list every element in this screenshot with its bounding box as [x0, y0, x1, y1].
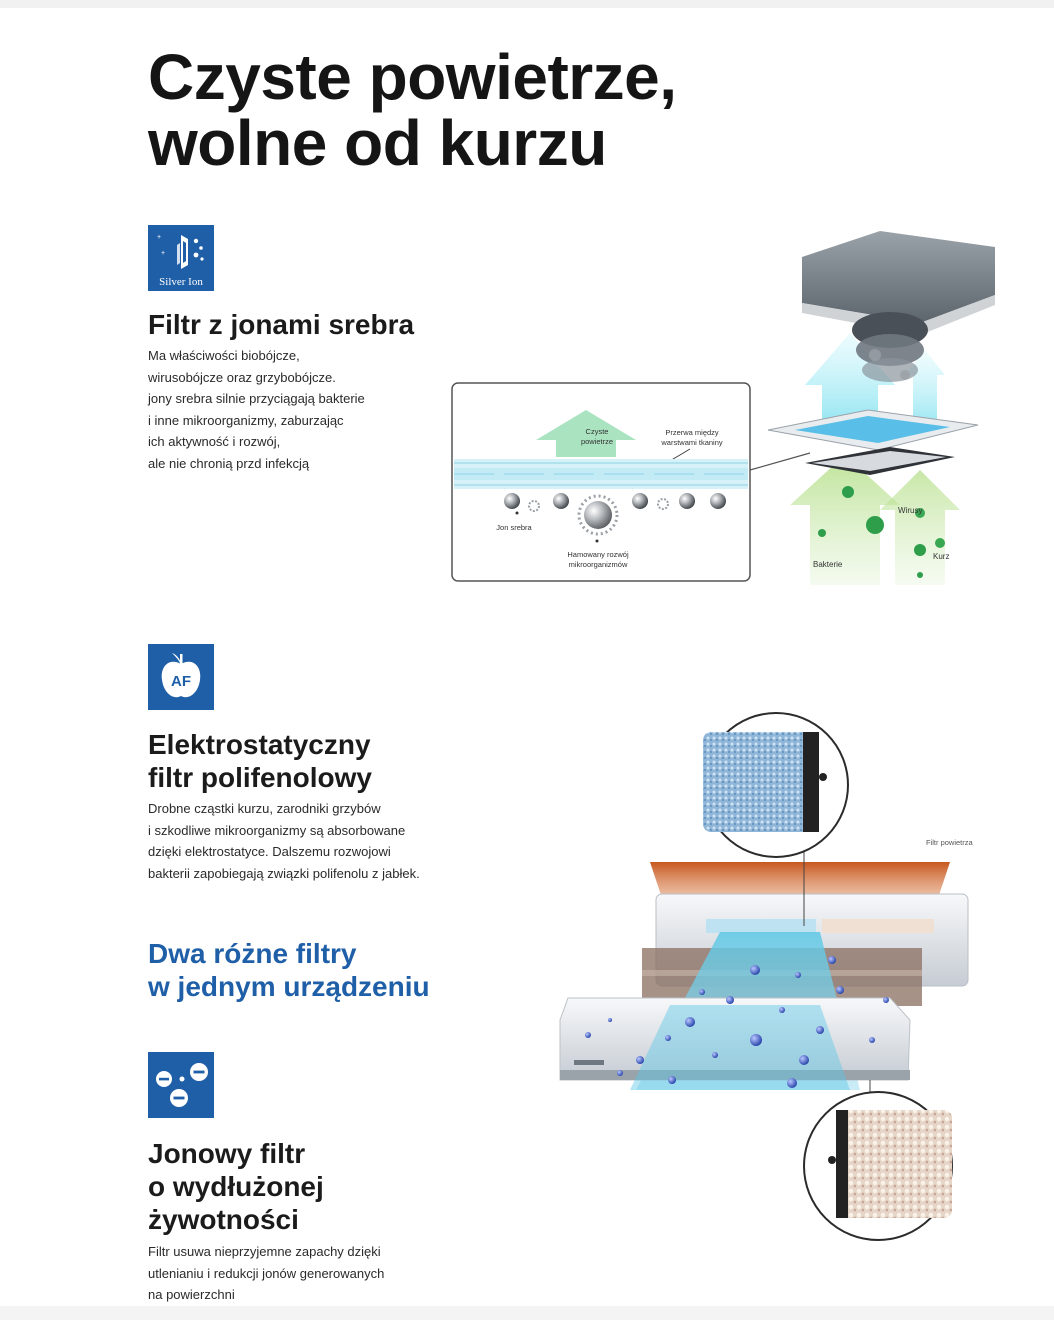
label-gap-2: warstwami tkaniny: [661, 438, 723, 447]
af-line: bakterii zapobiegają związki polifenolu z jabłek.: [148, 865, 420, 881]
af-line: dzięki elektrostatyce. Dalszemu rozwojowi: [148, 844, 391, 859]
silver-ion-title: Filtr z jonami srebra: [148, 309, 415, 340]
ion-filter-line: utlenianiu i redukcji jonów generowanych: [148, 1265, 385, 1281]
af-badge-label: AF: [171, 673, 191, 690]
ion-filter-title-line-3: żywotności: [148, 1204, 299, 1235]
ion-filter-magnifier: [804, 1092, 952, 1240]
label-viruses: Wirusy: [898, 506, 923, 515]
af-description: [148, 798, 420, 884]
silver-ion-line: i inne mikroorganizmy, zaburzając: [148, 412, 344, 428]
silver-ion-badge: [148, 225, 214, 291]
af-title-line-1: Elektrostatyczny: [148, 729, 371, 760]
svg-text:+: +: [157, 234, 162, 241]
ion-filter-description: [148, 1241, 384, 1306]
ion-filter-badge: [148, 1052, 214, 1118]
af-title: [148, 728, 372, 794]
ion-filter-title: [148, 1137, 324, 1236]
label-dust: Kurz: [933, 552, 950, 561]
silver-ion-icon: [148, 225, 214, 291]
af-badge: [148, 644, 214, 710]
ion-filter-title-line-1: Jonowy filtr: [148, 1138, 306, 1169]
label-air-filter: Filtr powietrza: [926, 838, 973, 847]
label-clean-air-2: powietrze: [580, 437, 614, 446]
ion-filter-line: Filtr usuwa nieprzyjemne zapachy dzięki: [148, 1244, 381, 1259]
label-clean-air-1: Czyste: [585, 427, 609, 436]
silver-ion-line: wirusobójcze oraz grzybobójcze.: [148, 369, 336, 385]
two-filters-heading: [148, 937, 430, 1003]
silver-ion-badge-label: Silver Ion: [159, 276, 203, 288]
top-border: [0, 0, 1054, 8]
page-title-line-1: Czyste powietrze,: [148, 41, 677, 113]
apple-icon: [148, 644, 214, 710]
af-line: i szkodliwe mikroorganizmy są absorbowane: [148, 822, 406, 838]
two-filters-line-2: w jednym urządzeniu: [148, 971, 430, 1002]
two-filters-line-1: Dwa różne filtry: [148, 938, 357, 969]
silver-ion-line: Ma właściwości biobójcze,: [148, 348, 300, 363]
ion-filter-title-line-2: o wydłużonej: [148, 1171, 324, 1202]
page-title: [148, 41, 848, 179]
ion-filter-line: na powierzchni: [148, 1287, 235, 1302]
label-bacteria: Bakterie: [813, 560, 843, 569]
label-gap-1: Przerwa między: [665, 428, 719, 437]
bottom-border: [0, 1306, 1054, 1320]
air-conditioner-diagram: [520, 700, 1054, 1250]
filter-panel: [768, 410, 978, 475]
page-title-line-2: wolne od kurzu: [148, 107, 607, 179]
label-inhibited-1: Hamowany rozwój: [567, 550, 629, 559]
silver-ion-line: ale nie chronią przd infekcją: [148, 455, 310, 471]
silver-ion-description: [148, 345, 365, 474]
af-line: Drobne cząstki kurzu, zarodniki grzybów: [148, 801, 381, 816]
silver-ion-line: jony srebra silnie przyciągają bakterie: [148, 391, 365, 406]
filter-inset: [452, 383, 750, 581]
silver-ion-line: ich aktywność i rozwój,: [148, 434, 281, 449]
af-filter-magnifier: [703, 713, 848, 857]
negative-ions-icon: [148, 1052, 214, 1118]
silver-ion-diagram: [450, 225, 1000, 595]
af-title-line-2: filtr polifenolowy: [148, 762, 372, 793]
label-inhibited-2: mikroorganizmów: [568, 560, 628, 569]
label-silver-ion: Jon srebra: [496, 523, 532, 532]
svg-text:+: +: [161, 250, 166, 257]
